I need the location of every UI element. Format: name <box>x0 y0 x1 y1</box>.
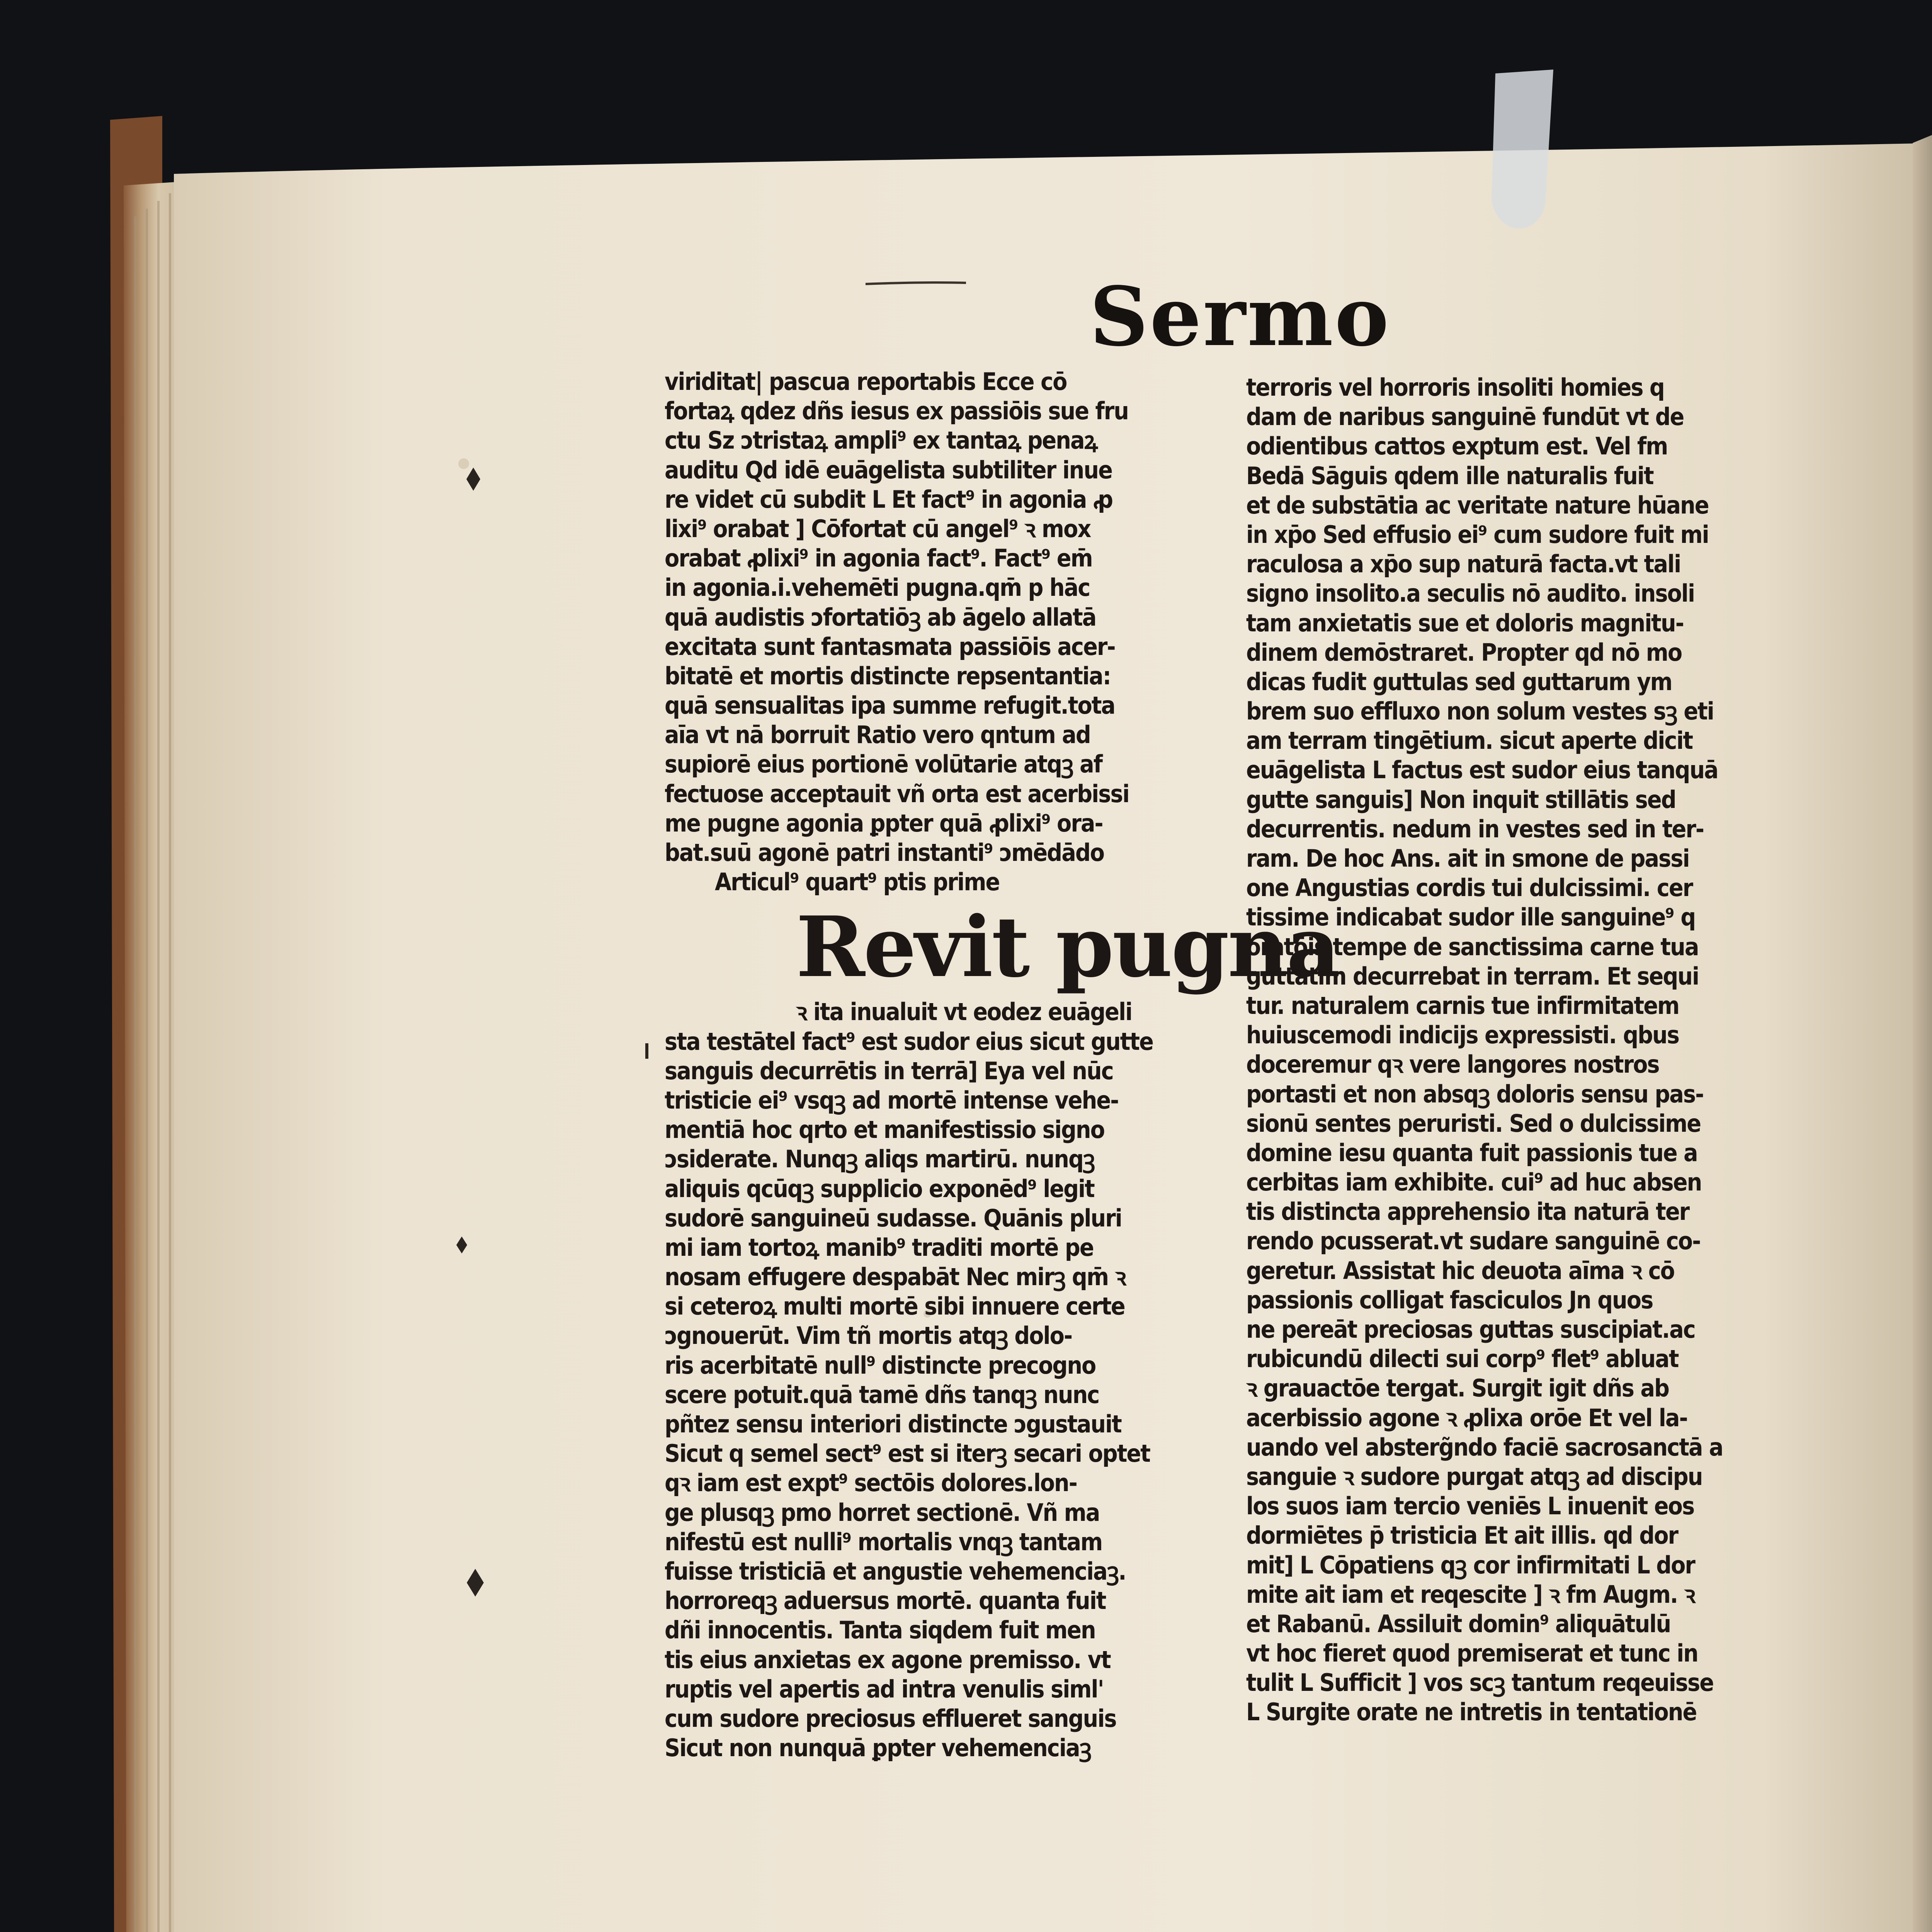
text-line: ris acerbitatē null⁹ distincte precogno <box>665 1351 1096 1379</box>
text-line: geretur. Assistat hic deuota aīma ꝛ cō <box>1246 1256 1674 1285</box>
text-line: huiuscemodi indicijs expressisti. qbus <box>1246 1021 1679 1049</box>
text-line: mit] L Cōpatiens qꝫ cor infirmitati L dor <box>1246 1551 1695 1579</box>
text-line: mite ait iam et reqescite ] ꝛ fm Augm. ꝛ <box>1246 1580 1695 1609</box>
text-line: gutte sanguis] Non inquit stillātis sed <box>1246 785 1676 814</box>
text-line: excitata sunt fantasmata passiōis acer- <box>665 632 1115 661</box>
text-line: lixi⁹ orabat ] Cōfortat cū angel⁹ ꝛ mox <box>665 514 1091 543</box>
initial-heading: Revit pugna <box>796 898 1339 996</box>
text-line: supiorē eius portionē volūtarie atqꝫ af <box>665 750 1102 779</box>
text-line: quā sensualitas ipa summe refugit.tota <box>665 691 1115 720</box>
text-line: re videt cū subdit L Et fact⁹ in agonia ꝓ <box>665 485 1113 514</box>
gutter <box>1913 116 1932 1932</box>
text-line: Bedā Sāguis qdem ille naturalis fuit <box>1246 461 1653 490</box>
text-line: tis distincta apprehensio ita naturā ter <box>1246 1197 1689 1226</box>
text-line: decurrentis. nedum in vestes sed in ter- <box>1246 815 1704 843</box>
text-line: mi iam tortoꝝ manib⁹ traditi mortē pe <box>665 1233 1094 1262</box>
text-line: tam anxietatis sue et doloris magnitu- <box>1246 609 1684 637</box>
text-line: domine iesu quanta fuit passionis tue a <box>1246 1138 1697 1167</box>
text-line: brem suo effluxo non solum vestes sꝫ eti <box>1246 697 1714 726</box>
text-line: doceremur qꝛ vere langores nostros <box>1246 1050 1659 1079</box>
text-line: sionū sentes peruristi. Sed o dulcissime <box>1246 1109 1701 1138</box>
text-line: L Surgite orate ne intretis in tentationē <box>1246 1698 1697 1726</box>
text-line: raculosa a xp̄o sup naturā facta.vt tali <box>1246 550 1681 578</box>
text-line: ne pereāt preciosas guttas suscipiat.ac <box>1246 1315 1695 1344</box>
text-line: am terram tingētium. sicut aperte dicit <box>1246 726 1693 755</box>
text-line: in xp̄o Sed effusio ei⁹ cum sudore fuit mi <box>1246 520 1709 549</box>
text-line: sta testātel fact⁹ est sudor eius sicut gutte <box>665 1027 1153 1056</box>
text-line: ruptis vel apertis ad intra venulis siml' <box>665 1675 1104 1703</box>
text-line: ɔgnouerūt. Vim tñ mortis atqꝫ dolo- <box>665 1321 1072 1350</box>
text-line: ctu Sz ɔtristaꝝ ampli⁹ ex tantaꝝ penaꝝ <box>665 426 1097 455</box>
text-line: Sicut q semel sect⁹ est si iterꝫ secari optet <box>665 1439 1150 1468</box>
text-line: dam de naribus sanguinē fundūt vt de <box>1246 403 1684 431</box>
text-line: portasti et non absqꝫ doloris sensu pas- <box>1246 1080 1704 1108</box>
text-line: Sicut non nunquā ꝑpter vehemenciaꝫ <box>665 1734 1091 1762</box>
text-line: ꝛ ita inualuit vt eodez euāgeli <box>796 998 1132 1026</box>
text-line: dicas fudit guttulas sed guttarum ym <box>1246 667 1672 696</box>
text-line: tissime indicabat sudor ille sanguine⁹ q <box>1246 903 1696 932</box>
text-line: guttatim decurrebat in terram. Et sequi <box>1246 962 1699 990</box>
text-line: tulit L Sufficit ] vos scꝫ tantum reqeuisse <box>1246 1668 1714 1697</box>
clip-top <box>1492 70 1553 228</box>
text-line: oratōis tempe de sanctissima carne tua <box>1246 932 1699 961</box>
text-line: viriditat| pascua reportabis Ecce cō <box>665 367 1067 396</box>
text-line: dinem demōstraret. Propter qd nō mo <box>1246 638 1682 667</box>
text-line: one Angustias cordis tui dulcissimi. cer <box>1246 874 1693 902</box>
text-line: bat.suū agonē patri instanti⁹ ɔmēdādo <box>665 838 1104 867</box>
text-line: dormiētes p̄ tristicia Et ait illis. qd dor <box>1246 1521 1678 1550</box>
page-edges <box>124 182 182 1932</box>
text-line: los suos iam tercio veniēs L inuenit eos <box>1246 1492 1694 1520</box>
text-line: orabat ꝓlixi⁹ in agonia fact⁹. Fact⁹ em̄ <box>665 544 1092 573</box>
text-line: et Rabanū. Assiluit domin⁹ aliquātulū <box>1246 1609 1671 1638</box>
text-line: uando vel absterg̃ndo faciē sacrosanctā a <box>1246 1433 1723 1461</box>
text-line: ɔsiderate. Nunqꝫ aliqs martirū. nunqꝫ <box>665 1145 1095 1173</box>
text-line: horroreqꝫ aduersus mortē. quanta fuit <box>665 1587 1106 1615</box>
text-line: passionis colligat fasciculos Jn quos <box>1246 1286 1653 1314</box>
text-line: terroris vel horroris insoliti homies q <box>1246 373 1664 401</box>
text-line: nosam effugere despabāt Nec mirꝫ qm̄ ꝛ <box>665 1263 1126 1291</box>
text-line: ꝛ grauactōe tergat. Surgit igit dñs ab <box>1246 1374 1669 1403</box>
left-text-column <box>665 367 1339 1763</box>
text-line: tis eius anxietas ex agone premisso. vt <box>665 1645 1111 1674</box>
text-line: ge plusqꝫ pmo horret sectionē. Vñ ma <box>665 1498 1100 1527</box>
text-line: fectuose acceptauit vñ orta est acerbissi <box>665 779 1129 808</box>
text-line: sanguis decurrētis in terrā] Eya vel nūc <box>665 1056 1113 1085</box>
text-line: rendo pcusserat.vt sudare sanguinē co- <box>1246 1227 1701 1255</box>
text-line: nifestū est nulli⁹ mortalis vnqꝫ tantam <box>665 1527 1102 1556</box>
text-line: fuisse tristiciā et angustie vehemenciaꝫ. <box>665 1557 1126 1585</box>
text-line: mentiā hoc qrto et manifestissio signo <box>665 1116 1104 1144</box>
text-line: rubicundū dilecti sui corp⁹ flet⁹ abluat <box>1246 1345 1679 1373</box>
text-line: tur. naturalem carnis tue infirmitatem <box>1246 991 1679 1020</box>
text-line: sanguie ꝛ sudore purgat atqꝫ ad discipu <box>1246 1462 1702 1491</box>
text-line: qꝛ iam est expt⁹ sectōis dolores.lon- <box>665 1469 1077 1497</box>
text-line: bitatē et mortis distincte repsentantia: <box>665 662 1111 690</box>
text-line: auditu Qd idē euāgelista subtiliter inue <box>665 456 1112 484</box>
page-header: Sermo <box>1090 269 1391 364</box>
text-line: tristicie ei⁹ vsqꝫ ad mortē intense vehe- <box>665 1086 1119 1114</box>
text-line: cum sudore preciosus efflueret sanguis <box>665 1704 1116 1733</box>
text-line: euāgelista L factus est sudor eius tanquā <box>1246 756 1718 784</box>
text-line: ram. De hoc Ans. ait in smone de passi <box>1246 844 1689 872</box>
text-line: si ceteroꝝ multi mortē sibi innuere certe <box>665 1292 1125 1321</box>
text-line: et de substātia ac veritate nature hūane <box>1246 491 1709 519</box>
right-text-column <box>1246 373 1779 1727</box>
text-line: vt hoc fieret quod premiserat et tunc in <box>1246 1639 1698 1668</box>
text-line: odientibus cattos exptum est. Vel fm <box>1246 432 1668 461</box>
text-line: aīa vt nā borruit Ratio vero qntum ad <box>665 721 1090 749</box>
text-line: cerbitas iam exhibite. cui⁹ ad huc absen <box>1246 1168 1702 1197</box>
text-line: pñtez sensu interiori distincte ɔgustauit <box>665 1410 1121 1438</box>
text-line: in agonia.i.vehemēti pugna.qm̄ p hāc <box>665 573 1090 602</box>
article-heading: Articul⁹ quart⁹ ptis prime <box>715 868 1000 896</box>
text-line: acerbissio agone ꝛ ꝓlixa orōe Et vel la- <box>1246 1403 1687 1432</box>
text-line: scere potuit.quā tamē dñs tanqꝫ nunc <box>665 1380 1099 1409</box>
text-line: sudorē sanguineū sudasse. Quānis pluri <box>665 1204 1122 1232</box>
text-line: fortaꝝ qdez dñs iesus ex passiōis sue fru <box>665 397 1128 425</box>
text-line: me pugne agonia ꝑpter quā ꝓlixi⁹ ora- <box>665 809 1103 837</box>
text-line: quā audistis ɔfortatiōꝫ ab āgelo allatā <box>665 603 1096 631</box>
text-line: signo insolito.a seculis nō audito. insoli <box>1246 579 1695 608</box>
text-line: dñi innocentis. Tanta siqdem fuit men <box>665 1616 1095 1645</box>
text-line: aliquis qcūqꝫ supplicio exponēd⁹ legit <box>665 1174 1094 1203</box>
